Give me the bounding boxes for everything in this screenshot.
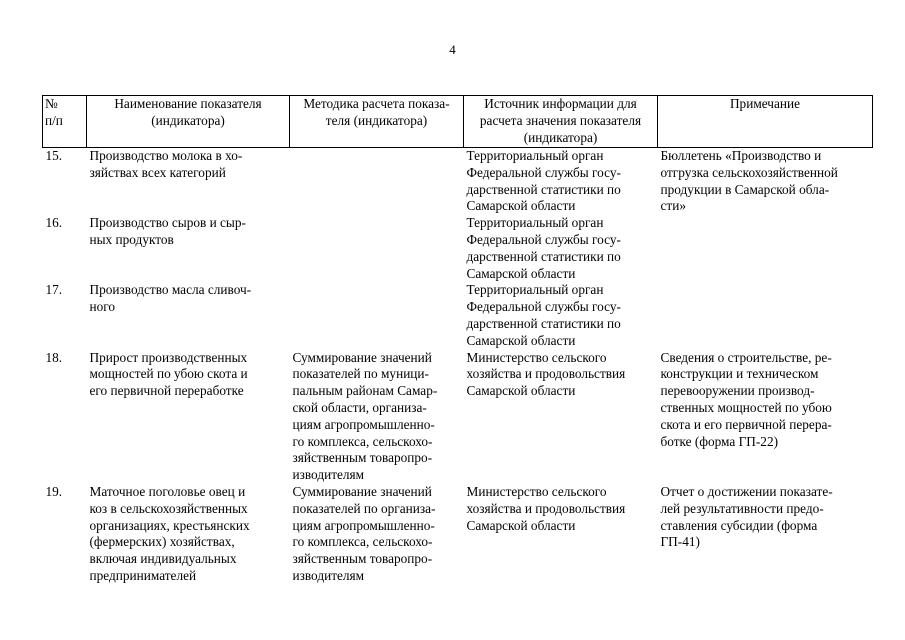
table-row: [43, 282, 873, 349]
information-source: Территориальный орган Федеральной службы госу- дарственной статистики по Самарской области: [466, 282, 621, 348]
calculation-method: [290, 282, 464, 349]
note: Бюллетень «Производство и отгрузка сельскохозяйственной продукции в Самарской обла- сти»: [660, 148, 838, 214]
information-source: Территориальный орган Федеральной службы госу- дарственной статистики по Самарской области: [466, 215, 621, 281]
table-row: [43, 148, 873, 216]
row-number: 18.: [45, 349, 63, 365]
note: [658, 282, 873, 349]
page-number: 4: [449, 42, 456, 57]
calculation-method: Суммирование значений показателей по организа- циям агропромышленно- го комплекса, сельскохо- зяйственным товаропро- изводителям: [292, 483, 436, 583]
information-source: Министерство сельского хозяйства и продовольствия Самарской области: [466, 349, 626, 399]
note: Сведения о строительстве, ре- конструкции и техническом перевооружении производ- ственных мощностей по убою скота и его первичной перера- ботке (форма ГП-22): [660, 349, 832, 449]
indicator-name: Производство сыров и сыр- ных продуктов: [89, 215, 246, 247]
header-information-source: Источник информации для расчета значения показателя (индикатора): [464, 96, 658, 148]
table-body: [43, 148, 873, 585]
row-number: 17.: [45, 282, 63, 298]
table-row: [43, 350, 873, 484]
indicator-name: Производство масла сливоч- ного: [89, 282, 252, 315]
table-row: [43, 215, 873, 282]
note: [658, 215, 873, 282]
calculation-method: [290, 215, 464, 282]
table-header: [43, 96, 873, 148]
note: Отчет о достижении показате- лей результативности предо- ставления субсидии (форма ГП-41): [660, 483, 833, 550]
header-calculation-method: Методика расчета показа- теля (индикатора): [290, 96, 464, 148]
header-indicator-name: Наименование показателя (индикатора): [87, 96, 290, 148]
header-note: Примечание: [658, 96, 873, 148]
header-number: № п/п: [43, 96, 87, 148]
indicator-name: Маточное поголовье овец и коз в сельскохозяйственных организациях, крестьянских (фермерских) хозяйствах, включая индивидуальных предпринимателей: [89, 483, 250, 583]
row-number: 15.: [45, 148, 63, 163]
information-source: Территориальный орган Федеральной службы госу- дарственной статистики по Самарской области: [466, 148, 621, 214]
row-number: 19.: [45, 483, 63, 499]
table-row: [43, 484, 873, 585]
calculation-method: [290, 148, 464, 216]
row-number: 16.: [45, 215, 63, 231]
indicator-name: Прирост производственных мощностей по убою скота и его первичной переработке: [89, 349, 248, 399]
indicator-name: Производство молока в хо- зяйствах всех категорий: [89, 148, 243, 180]
calculation-method: Суммирование значений показателей по муници- пальным районам Самар- ской области, организа- циям агропромышленно- го комплекса, сельскохо- зяйственным товаропро- изводителям: [292, 349, 438, 483]
information-source: Министерство сельского хозяйства и продовольствия Самарской области: [466, 483, 626, 533]
indicators-table: [42, 95, 873, 585]
